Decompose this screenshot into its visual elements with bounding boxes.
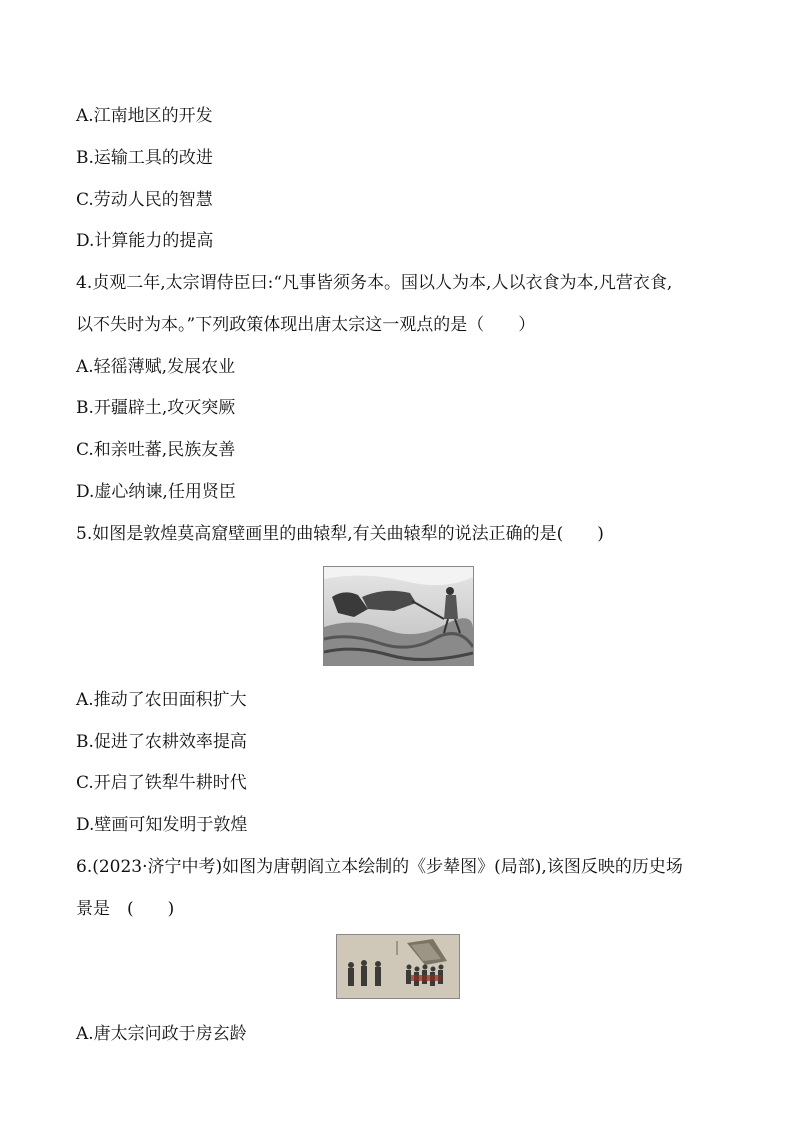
q4-option-b: B.开疆辟土,攻灭突厥 (76, 398, 236, 418)
bunian-painting-image (336, 934, 460, 999)
bunian-painting-drawing (337, 935, 459, 998)
q3-option-d: D.计算能力的提高 (76, 231, 214, 251)
q5-option-d: D.壁画可知发明于敦煌 (76, 815, 248, 835)
q6-stem-line1: 6.(2023·济宁中考)如图为唐朝阎立本绘制的《步辇图》(局部),该图反映的历史场 (76, 857, 683, 877)
q5-option-b: B.促进了农耕效率提高 (76, 732, 247, 752)
q4-option-c: C.和亲吐蕃,民族友善 (76, 440, 236, 460)
q5-option-c: C.开启了铁犁牛耕时代 (76, 773, 247, 793)
q4-stem-line2: 以不失时为本。”下列政策体现出唐太宗这一观点的是（ ） (76, 315, 536, 335)
q3-option-b: B.运输工具的改进 (76, 148, 213, 168)
plough-mural-image (323, 566, 474, 666)
q5-option-a: A.推动了农田面积扩大 (76, 690, 247, 710)
q3-option-c: C.劳动人民的智慧 (76, 190, 213, 210)
plough-mural-drawing (324, 567, 473, 665)
q6-stem-line2: 景是 ( ) (76, 899, 175, 919)
q3-option-a: A.江南地区的开发 (76, 106, 213, 126)
q6-option-a: A.唐太宗问政于房玄龄 (76, 1024, 247, 1044)
q4-option-a: A.轻徭薄赋,发展农业 (76, 357, 236, 377)
q4-stem-line1: 4.贞观二年,太宗谓侍臣曰:“凡事皆须务本。国以人为本,人以衣食为本,凡营衣食, (76, 273, 673, 293)
q4-option-d: D.虚心纳谏,任用贤臣 (76, 482, 236, 502)
q5-stem: 5.如图是敦煌莫高窟壁画里的曲辕犁,有关曲辕犁的说法正确的是( ) (76, 524, 604, 544)
